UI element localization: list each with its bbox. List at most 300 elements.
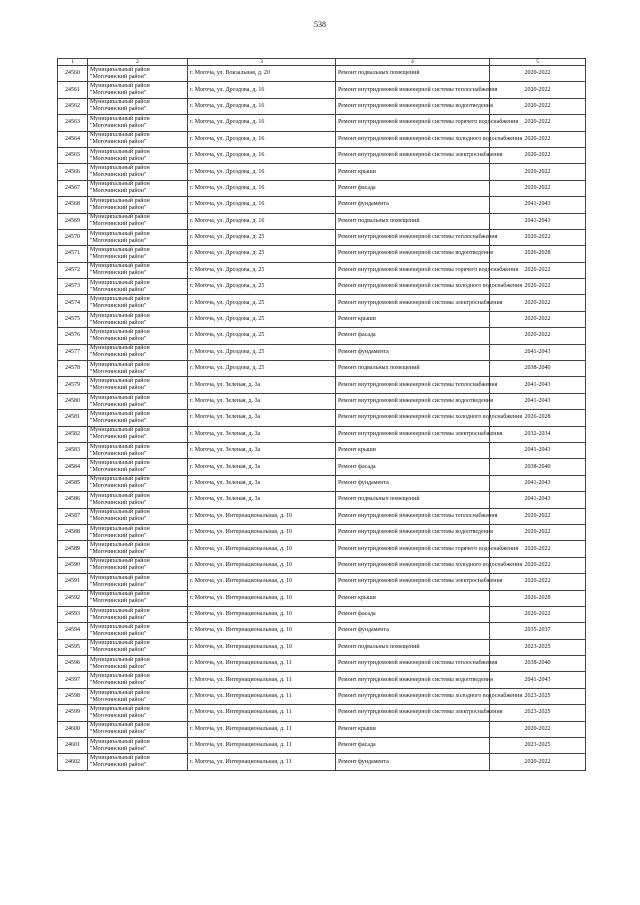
address-cell: г. Могоча, ул. Зеленая, д. 3а	[188, 459, 336, 475]
work-type-cell: Ремонт внутридомовой инженерной системы холодного водоснабжения	[336, 410, 490, 426]
municipality-line-1: Муниципальный район	[90, 296, 150, 303]
municipality-line-2: "Могочинский район"	[90, 303, 147, 310]
work-type-cell: Ремонт внутридомовой инженерной системы горячего водоснабжения	[336, 541, 490, 557]
work-type-cell: Ремонт внутридомовой инженерной системы теплоснабжения	[336, 656, 490, 672]
period-cell: 2020-2022	[490, 328, 586, 344]
municipality-cell	[88, 328, 188, 344]
municipality-cell	[88, 656, 188, 672]
municipality-line-2: "Могочинский район"	[90, 499, 147, 506]
address-cell: г. Могоча, ул. Интернациональная, д. 10	[188, 639, 336, 655]
work-type-cell: Ремонт внутридомовой инженерной системы водоотведения	[336, 98, 490, 114]
row-number: 24585	[58, 475, 88, 491]
municipality-line-2: "Могочинский район"	[90, 385, 147, 392]
address-cell: г. Могоча, ул. Дроздова, д. 16	[188, 98, 336, 114]
table-row	[58, 66, 586, 82]
address-cell: г. Могоча, ул. Дроздова, д. 16	[188, 131, 336, 147]
municipality-line-1: Муниципальный район	[90, 542, 150, 549]
municipality-line-1: Муниципальный район	[90, 279, 150, 286]
period-cell: 2041-2043	[490, 213, 586, 229]
municipality-cell	[88, 738, 188, 754]
period-cell: 2041-2043	[490, 492, 586, 508]
row-number: 24562	[58, 98, 88, 114]
municipality-line-2: "Могочинский район"	[90, 565, 147, 572]
row-number: 24567	[58, 180, 88, 196]
work-type-cell: Ремонт внутридомовой инженерной системы электроснабжения	[336, 295, 490, 311]
municipality-cell	[88, 115, 188, 131]
address-cell: г. Могоча, ул. Дроздова, д. 25	[188, 279, 336, 295]
municipality-line-2: "Могочинский район"	[90, 745, 147, 752]
header-cell-1: 1	[58, 59, 88, 66]
municipality-cell	[88, 574, 188, 590]
header-cell-5: 5	[490, 59, 586, 66]
row-number: 24590	[58, 557, 88, 573]
table-row	[58, 590, 586, 606]
municipality-line-1: Муниципальный район	[90, 460, 150, 467]
table-row	[58, 656, 586, 672]
table-row	[58, 574, 586, 590]
municipality-line-2: "Могочинский район"	[90, 155, 147, 162]
municipality-line-2: "Могочинский район"	[90, 106, 147, 113]
municipality-line-2: "Могочинский район"	[90, 352, 147, 359]
municipality-line-1: Муниципальный район	[90, 246, 150, 253]
work-type-cell: Ремонт внутридомовой инженерной системы водоотведения	[336, 393, 490, 409]
work-type-cell: Ремонт подвальных помещений	[336, 361, 490, 377]
municipality-line-2: "Могочинский район"	[90, 598, 147, 605]
work-type-cell: Ремонт внутридомовой инженерной системы водоотведения	[336, 672, 490, 688]
row-number: 24583	[58, 442, 88, 458]
municipality-line-2: "Могочинский район"	[90, 614, 147, 621]
period-cell: 2020-2022	[490, 311, 586, 327]
address-cell: г. Могоча, ул. Дроздова, д. 25	[188, 229, 336, 245]
municipality-cell	[88, 98, 188, 114]
period-cell: 2020-2022	[490, 147, 586, 163]
period-cell: 2026-2028	[490, 410, 586, 426]
row-number: 24601	[58, 738, 88, 754]
period-cell: 2041-2043	[490, 197, 586, 213]
period-cell: 2020-2022	[490, 557, 586, 573]
address-cell: г. Могоча, ул. Интернациональная, д. 10	[188, 623, 336, 639]
row-number: 24591	[58, 574, 88, 590]
table-row	[58, 623, 586, 639]
work-type-cell: Ремонт внутридомовой инженерной системы холодного водоснабжения	[336, 557, 490, 573]
municipality-cell	[88, 279, 188, 295]
table-row	[58, 754, 586, 770]
row-number: 24588	[58, 524, 88, 540]
municipality-line-1: Муниципальный район	[90, 689, 150, 696]
work-type-cell: Ремонт подвальных помещений	[336, 66, 490, 82]
period-cell: 2020-2022	[490, 524, 586, 540]
work-type-cell: Ремонт фасада	[336, 459, 490, 475]
table-row	[58, 213, 586, 229]
municipality-line-1: Муниципальный район	[90, 607, 150, 614]
address-cell: г. Могоча, ул. Зеленая, д. 3а	[188, 410, 336, 426]
table-row	[58, 377, 586, 393]
table-row	[58, 344, 586, 360]
municipality-line-1: Муниципальный район	[90, 673, 150, 680]
municipality-line-1: Муниципальный район	[90, 427, 150, 434]
municipality-cell	[88, 393, 188, 409]
municipality-cell	[88, 410, 188, 426]
work-type-cell: Ремонт фасада	[336, 328, 490, 344]
table-row	[58, 672, 586, 688]
period-cell: 2020-2022	[490, 82, 586, 98]
row-number: 24598	[58, 688, 88, 704]
address-cell: г. Могоча, ул. Интернациональная, д. 10	[188, 524, 336, 540]
work-type-cell: Ремонт крыши	[336, 311, 490, 327]
municipality-line-1: Муниципальный район	[90, 378, 150, 385]
row-number: 24592	[58, 590, 88, 606]
address-cell: г. Могоча, ул. Дроздова, д. 25	[188, 311, 336, 327]
address-cell: г. Могоча, ул. Интернациональная, д. 10	[188, 508, 336, 524]
address-cell: г. Могоча, ул. Интернациональная, д. 10	[188, 557, 336, 573]
municipality-cell	[88, 164, 188, 180]
municipality-line-1: Муниципальный район	[90, 394, 150, 401]
work-type-cell: Ремонт фундамента	[336, 197, 490, 213]
work-type-cell: Ремонт внутридомовой инженерной системы холодного водоснабжения	[336, 131, 490, 147]
municipality-line-2: "Могочинский район"	[90, 581, 147, 588]
work-type-cell: Ремонт крыши	[336, 442, 490, 458]
period-cell: 2020-2022	[490, 295, 586, 311]
municipality-line-1: Муниципальный район	[90, 640, 150, 647]
municipality-line-2: "Могочинский район"	[90, 516, 147, 523]
municipality-cell	[88, 197, 188, 213]
municipality-line-2: "Могочинский район"	[90, 172, 147, 179]
row-number: 24579	[58, 377, 88, 393]
municipality-line-2: "Могочинский район"	[90, 237, 147, 244]
table-row	[58, 115, 586, 131]
row-number: 24561	[58, 82, 88, 98]
municipality-line-1: Муниципальный район	[90, 410, 150, 417]
address-cell: г. Могоча, ул. Интернациональная, д. 10	[188, 574, 336, 590]
municipality-line-2: "Могочинский район"	[90, 647, 147, 654]
municipality-line-1: Муниципальный район	[90, 656, 150, 663]
work-type-cell: Ремонт крыши	[336, 164, 490, 180]
municipality-line-1: Муниципальный район	[90, 558, 150, 565]
row-number: 24569	[58, 213, 88, 229]
row-number: 24576	[58, 328, 88, 344]
header-cell-3: 3	[188, 59, 336, 66]
registry-table	[57, 58, 586, 771]
municipality-cell	[88, 705, 188, 721]
municipality-line-1: Муниципальный район	[90, 328, 150, 335]
period-cell: 2023-2025	[490, 738, 586, 754]
municipality-cell	[88, 541, 188, 557]
table-row	[58, 492, 586, 508]
row-number: 24602	[58, 754, 88, 770]
period-cell: 2038-2040	[490, 361, 586, 377]
municipality-line-2: "Могочинский район"	[90, 253, 147, 260]
work-type-cell: Ремонт фундамента	[336, 475, 490, 491]
municipality-cell	[88, 606, 188, 622]
municipality-line-1: Муниципальный район	[90, 312, 150, 319]
municipality-cell	[88, 311, 188, 327]
table-row	[58, 229, 586, 245]
period-cell: 2020-2022	[490, 574, 586, 590]
table-row	[58, 426, 586, 442]
municipality-line-1: Муниципальный район	[90, 132, 150, 139]
municipality-line-1: Муниципальный район	[90, 443, 150, 450]
address-cell: г. Могоча, ул. Дроздова, д. 25	[188, 262, 336, 278]
period-cell: 2020-2022	[490, 229, 586, 245]
period-cell: 2041-2043	[490, 475, 586, 491]
period-cell: 2041-2043	[490, 442, 586, 458]
row-number: 24589	[58, 541, 88, 557]
address-cell: г. Могоча, ул. Зеленая, д. 3а	[188, 475, 336, 491]
municipality-line-1: Муниципальный район	[90, 115, 150, 122]
address-cell: г. Могоча, ул. Дроздова, д. 25	[188, 361, 336, 377]
municipality-cell	[88, 82, 188, 98]
table-row	[58, 361, 586, 377]
table-row	[58, 164, 586, 180]
municipality-line-2: "Могочинский район"	[90, 762, 147, 769]
period-cell: 2041-2043	[490, 377, 586, 393]
page-number: 538	[314, 20, 326, 29]
work-type-cell: Ремонт фундамента	[336, 623, 490, 639]
address-cell: г. Могоча, ул. Интернациональная, д. 11	[188, 656, 336, 672]
table-row	[58, 246, 586, 262]
municipality-line-2: "Могочинский район"	[90, 483, 147, 490]
period-cell: 2041-2043	[490, 672, 586, 688]
period-cell: 2020-2022	[490, 754, 586, 770]
municipality-line-1: Муниципальный район	[90, 165, 150, 172]
municipality-cell	[88, 639, 188, 655]
address-cell: г. Могоча, ул. Зеленая, д. 3а	[188, 393, 336, 409]
period-cell: 2026-2028	[490, 590, 586, 606]
work-type-cell: Ремонт фундамента	[336, 754, 490, 770]
municipality-line-1: Муниципальный район	[90, 755, 150, 762]
table-row	[58, 147, 586, 163]
municipality-cell	[88, 590, 188, 606]
work-type-cell: Ремонт внутридомовой инженерной системы теплоснабжения	[336, 82, 490, 98]
address-cell: г. Могоча, ул. Дроздова, д. 16	[188, 197, 336, 213]
address-cell: г. Могоча, ул. Интернациональная, д. 11	[188, 672, 336, 688]
header-row	[58, 59, 586, 66]
table-row	[58, 442, 586, 458]
municipality-cell	[88, 672, 188, 688]
work-type-cell: Ремонт подвальных помещений	[336, 639, 490, 655]
municipality-line-1: Муниципальный район	[90, 181, 150, 188]
table-row	[58, 606, 586, 622]
period-cell: 2020-2022	[490, 541, 586, 557]
municipality-line-1: Муниципальный район	[90, 83, 150, 90]
municipality-cell	[88, 295, 188, 311]
address-cell: г. Могоча, ул. Интернациональная, д. 10	[188, 606, 336, 622]
work-type-cell: Ремонт внутридомовой инженерной системы электроснабжения	[336, 705, 490, 721]
municipality-cell	[88, 623, 188, 639]
table-row	[58, 131, 586, 147]
municipality-cell	[88, 721, 188, 737]
address-cell: г. Могоча, ул. Зеленая, д. 3а	[188, 426, 336, 442]
municipality-line-2: "Могочинский район"	[90, 90, 147, 97]
period-cell: 2023-2025	[490, 705, 586, 721]
table-row	[58, 82, 586, 98]
address-cell: г. Могоча, ул. Вокзальная, д. 20	[188, 66, 336, 82]
table-row	[58, 557, 586, 573]
municipality-cell	[88, 262, 188, 278]
municipality-line-2: "Могочинский район"	[90, 139, 147, 146]
period-cell: 2020-2022	[490, 98, 586, 114]
municipality-line-1: Муниципальный район	[90, 476, 150, 483]
work-type-cell: Ремонт внутридомовой инженерной системы холодного водоснабжения	[336, 279, 490, 295]
municipality-cell	[88, 377, 188, 393]
address-cell: г. Могоча, ул. Дроздова, д. 25	[188, 344, 336, 360]
header-cell-2: 2	[88, 59, 188, 66]
table-row	[58, 197, 586, 213]
municipality-line-2: "Могочинский район"	[90, 467, 147, 474]
address-cell: г. Могоча, ул. Интернациональная, д. 11	[188, 705, 336, 721]
work-type-cell: Ремонт подвальных помещений	[336, 213, 490, 229]
row-number: 24564	[58, 131, 88, 147]
municipality-cell	[88, 246, 188, 262]
municipality-line-2: "Могочинский район"	[90, 204, 147, 211]
municipality-line-2: "Могочинский район"	[90, 434, 147, 441]
address-cell: г. Могоча, ул. Дроздова, д. 16	[188, 115, 336, 131]
table-row	[58, 410, 586, 426]
table-row	[58, 180, 586, 196]
work-type-cell: Ремонт фасада	[336, 606, 490, 622]
municipality-cell	[88, 147, 188, 163]
work-type-cell: Ремонт фасада	[336, 738, 490, 754]
row-number: 24587	[58, 508, 88, 524]
address-cell: г. Могоча, ул. Интернациональная, д. 10	[188, 590, 336, 606]
work-type-cell: Ремонт внутридомовой инженерной системы теплоснабжения	[336, 508, 490, 524]
period-cell: 2038-2040	[490, 656, 586, 672]
address-cell: г. Могоча, ул. Дроздова, д. 16	[188, 164, 336, 180]
row-number: 24566	[58, 164, 88, 180]
work-type-cell: Ремонт фасада	[336, 180, 490, 196]
row-number: 24581	[58, 410, 88, 426]
municipality-line-2: "Могочинский район"	[90, 286, 147, 293]
municipality-line-1: Муниципальный район	[90, 263, 150, 270]
municipality-cell	[88, 508, 188, 524]
table-row	[58, 688, 586, 704]
municipality-cell	[88, 344, 188, 360]
work-type-cell: Ремонт внутридомовой инженерной системы водоотведения	[336, 246, 490, 262]
table-row	[58, 459, 586, 475]
table-row	[58, 295, 586, 311]
work-type-cell: Ремонт внутридомовой инженерной системы теплоснабжения	[336, 377, 490, 393]
municipality-line-2: "Могочинский район"	[90, 368, 147, 375]
address-cell: г. Могоча, ул. Дроздова, д. 25	[188, 328, 336, 344]
municipality-line-1: Муниципальный район	[90, 722, 150, 729]
work-type-cell: Ремонт внутридомовой инженерной системы электроснабжения	[336, 426, 490, 442]
address-cell: г. Могоча, ул. Дроздова, д. 16	[188, 82, 336, 98]
municipality-cell	[88, 66, 188, 82]
period-cell: 2026-2028	[490, 246, 586, 262]
row-number: 24573	[58, 279, 88, 295]
municipality-line-1: Муниципальный район	[90, 623, 150, 630]
address-cell: г. Могоча, ул. Дроздова, д. 16	[188, 180, 336, 196]
table-row	[58, 393, 586, 409]
municipality-line-2: "Могочинский район"	[90, 221, 147, 228]
period-cell: 2038-2040	[490, 459, 586, 475]
work-type-cell: Ремонт внутридомовой инженерной системы горячего водоснабжения	[336, 115, 490, 131]
work-type-cell: Ремонт внутридомовой инженерной системы водоотведения	[336, 524, 490, 540]
municipality-line-2: "Могочинский район"	[90, 630, 147, 637]
municipality-line-1: Муниципальный район	[90, 361, 150, 368]
municipality-cell	[88, 688, 188, 704]
row-number: 24570	[58, 229, 88, 245]
municipality-line-2: "Могочинский район"	[90, 270, 147, 277]
row-number: 24574	[58, 295, 88, 311]
table-row	[58, 279, 586, 295]
municipality-line-2: "Могочинский район"	[90, 696, 147, 703]
municipality-cell	[88, 754, 188, 770]
municipality-line-2: "Могочинский район"	[90, 450, 147, 457]
row-number: 24584	[58, 459, 88, 475]
row-number: 24580	[58, 393, 88, 409]
municipality-line-2: "Могочинский район"	[90, 663, 147, 670]
row-number: 24596	[58, 656, 88, 672]
municipality-line-1: Муниципальный район	[90, 214, 150, 221]
municipality-cell	[88, 557, 188, 573]
header-cell-4: 4	[336, 59, 490, 66]
table-body	[58, 59, 586, 771]
address-cell: г. Могоча, ул. Дроздова, д. 25	[188, 246, 336, 262]
work-type-cell: Ремонт внутридомовой инженерной системы теплоснабжения	[336, 229, 490, 245]
table-row	[58, 705, 586, 721]
work-type-cell: Ремонт крыши	[336, 590, 490, 606]
work-type-cell: Ремонт крыши	[336, 721, 490, 737]
table-row	[58, 541, 586, 557]
municipality-line-2: "Могочинский район"	[90, 532, 147, 539]
municipality-cell	[88, 426, 188, 442]
row-number: 24595	[58, 639, 88, 655]
period-cell: 2041-2043	[490, 393, 586, 409]
period-cell: 2020-2022	[490, 606, 586, 622]
period-cell: 2020-2022	[490, 279, 586, 295]
table-row	[58, 262, 586, 278]
address-cell: г. Могоча, ул. Интернациональная, д. 11	[188, 754, 336, 770]
municipality-cell	[88, 524, 188, 540]
municipality-cell	[88, 131, 188, 147]
period-cell: 2020-2022	[490, 66, 586, 82]
address-cell: г. Могоча, ул. Интернациональная, д. 11	[188, 738, 336, 754]
table-row	[58, 475, 586, 491]
municipality-cell	[88, 361, 188, 377]
period-cell: 2041-2043	[490, 344, 586, 360]
row-number: 24565	[58, 147, 88, 163]
table-row	[58, 721, 586, 737]
table-row	[58, 524, 586, 540]
table-row	[58, 328, 586, 344]
row-number: 24594	[58, 623, 88, 639]
municipality-line-1: Муниципальный район	[90, 197, 150, 204]
table-row	[58, 738, 586, 754]
period-cell: 2020-2022	[490, 180, 586, 196]
period-cell: 2020-2022	[490, 262, 586, 278]
municipality-line-2: "Могочинский район"	[90, 188, 147, 195]
municipality-line-1: Муниципальный район	[90, 99, 150, 106]
period-cell: 2032-2034	[490, 426, 586, 442]
row-number: 24575	[58, 311, 88, 327]
row-number: 24600	[58, 721, 88, 737]
row-number: 24568	[58, 197, 88, 213]
municipality-line-1: Муниципальный район	[90, 230, 150, 237]
municipality-line-1: Муниципальный район	[90, 591, 150, 598]
row-number: 24593	[58, 606, 88, 622]
work-type-cell: Ремонт внутридомовой инженерной системы электроснабжения	[336, 574, 490, 590]
address-cell: г. Могоча, ул. Зеленая, д. 3а	[188, 492, 336, 508]
municipality-line-2: "Могочинский район"	[90, 73, 147, 80]
municipality-line-2: "Могочинский район"	[90, 549, 147, 556]
municipality-line-1: Муниципальный район	[90, 574, 150, 581]
period-cell: 2035-2037	[490, 623, 586, 639]
row-number: 24572	[58, 262, 88, 278]
table-row	[58, 639, 586, 655]
municipality-line-2: "Могочинский район"	[90, 401, 147, 408]
period-cell: 2020-2022	[490, 721, 586, 737]
